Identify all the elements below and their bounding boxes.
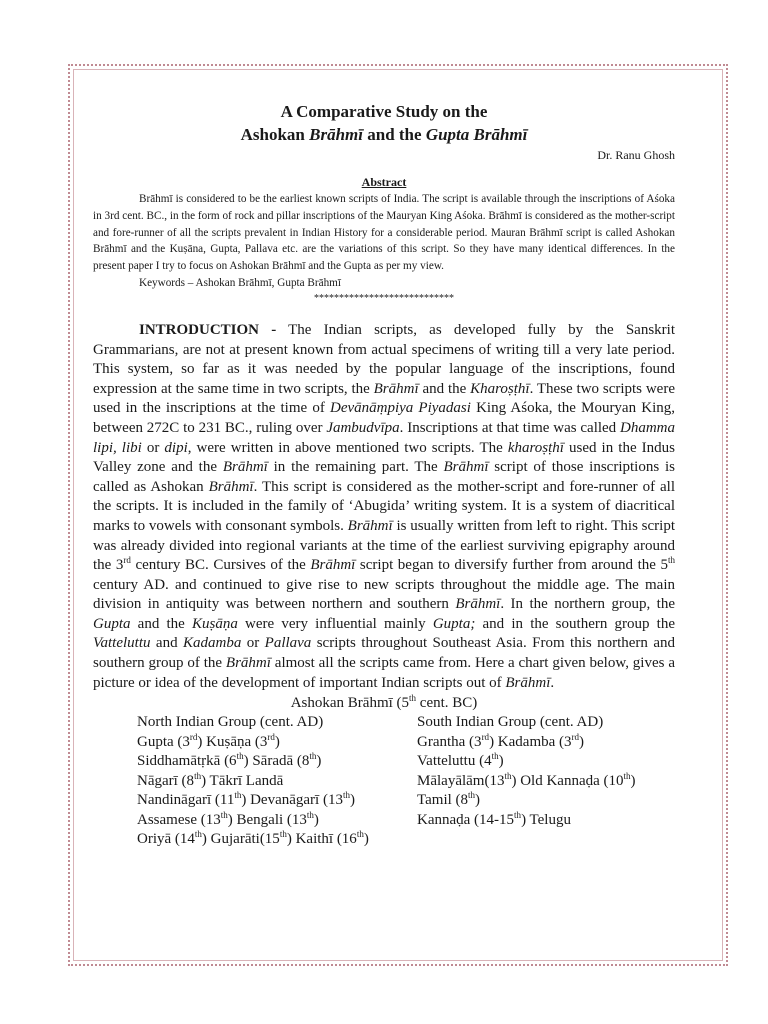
intro-text: The Indian scripts, as developed fully by the Sanskrit Grammarians, are not at present known from actual specimens of writing till a very late period. This system, so far as it was needed by the popular language of the inscriptions, found expression at the same time in two scripts, the	[93, 321, 675, 397]
intro-text: almost all the scripts came from. Here a chart given below, gives a picture or idea of the development of important Indian scripts out of	[93, 655, 675, 691]
title-part-italic: Gupta Brāhmī	[425, 125, 528, 144]
script-groups-table	[137, 713, 636, 850]
term: Gupta;	[432, 615, 476, 632]
table-row	[137, 752, 636, 772]
intro-text: in the remaining part. The	[267, 459, 444, 476]
introduction-paragraph	[93, 321, 675, 693]
north-group-cell: Nandināgarī (11th) Devanāgarī (13th)	[137, 790, 355, 809]
term: Brāhmī	[347, 517, 393, 534]
term: Kharoṣṭhī	[470, 380, 530, 397]
author: Dr. Ranu Ghosh	[597, 148, 675, 162]
intro-heading: INTRODUCTION -	[139, 321, 277, 338]
north-group-cell: Gupta (3rd) Kuṣāṇa (3rd)	[137, 731, 280, 750]
term: Brāhmī	[208, 478, 254, 495]
chart-heading-text: cent. BC)	[416, 695, 478, 712]
south-group-cell	[417, 830, 636, 850]
intro-text: or	[141, 439, 165, 456]
intro-text: and	[150, 635, 183, 652]
term: Devānāṃpiya Piyadasi	[329, 400, 471, 417]
south-group-cell: South Indian Group (cent. AD)	[417, 714, 604, 731]
south-group-cell: Tamil (8th)	[417, 790, 481, 809]
chart-heading-text: Ashokan Brāhmī (5	[290, 695, 410, 712]
superscript: th	[668, 555, 676, 566]
intro-text: . In the northern group, the	[500, 596, 675, 613]
north-group-cell: Siddhamātṛkā (6th) Sāradā (8th)	[137, 751, 322, 770]
term: Brāhmī	[373, 380, 419, 397]
intro-text: scripts throughout Southeast Asia. From this northern and southern group of the	[93, 635, 675, 672]
south-group-cell: Kannaḍa (14-15th) Telugu	[417, 809, 571, 828]
intro-text: . These two scripts were used in the inscriptions at the time of	[93, 380, 675, 417]
north-group-cell: Assamese (13th) Bengali (13th)	[137, 809, 319, 828]
intro-text: , were written in above mentioned two scripts. The	[187, 439, 508, 456]
intro-text: or	[241, 635, 265, 652]
term: Brāhmī	[310, 557, 356, 574]
intro-text: .	[550, 674, 555, 691]
term: Dhamma lipi, libi	[93, 419, 675, 456]
table-row	[137, 811, 636, 831]
term: kharoṣṭhī	[507, 439, 564, 456]
term: Pallava	[264, 635, 312, 652]
north-group-cell: Oriyā (14th) Gujarāti(15th) Kaithī (16th)	[137, 829, 369, 848]
document-body	[93, 100, 675, 850]
superscript: rd	[123, 555, 131, 566]
title-line-2	[93, 123, 675, 146]
term: Brāhmī	[222, 459, 268, 476]
keywords: Keywords – Ashokan Brāhmī, Gupta Brāhmī	[139, 276, 341, 289]
intro-text: and in the southern group the	[475, 615, 676, 632]
abstract-text: Brāhmī is considered to be the earliest known scripts of India. The script is available through the inscriptions of Aśoka in 3rd cent. BC., in the form of rock and pillar inscriptions of the Mauryan King Aśoka. Brāhmī is considered as the mother-script and fore-runner of all the scripts prevalent in Indian History for a considerable period. Mauran Brāhmī script is called Ashokan Brāhmī and the Kuṣāna, Gupta, Pallava etc. are the variations of this script. So they have many identical differences. In the present paper I try to focus on Ashokan Brāhmī and the Gupta as per my view.	[93, 193, 675, 273]
north-group-cell: North Indian Group (cent. AD)	[137, 714, 324, 731]
term: Brāhmī	[455, 596, 501, 613]
term: Brāhmī	[505, 674, 551, 691]
intro-text: . This script is considered as the mother-script and fore-runner of all the scripts. It is included in the family of ‘Abugida’ writing system. It is a system of diacritical marks to vowels with consonant symbols.	[93, 478, 675, 534]
table-row	[137, 713, 636, 733]
term: Gupta	[93, 615, 131, 632]
title-part-italic: Brāhmī	[309, 125, 363, 144]
title-line-1: A Comparative Study on the	[280, 102, 488, 121]
term: Kadamba	[182, 635, 242, 652]
intro-text: is usually written from left to right. This script was already divided into regional variants at the time of the earliest surviving epigraphy around the 3	[93, 517, 675, 574]
intro-text: were very influential mainly	[237, 615, 433, 632]
intro-text: and the	[130, 615, 193, 632]
intro-text: and the	[418, 380, 471, 397]
term: Brāhmī	[225, 655, 271, 672]
title-part: Ashokan	[240, 125, 310, 144]
intro-text: used in the Indus Valley zone and the	[93, 439, 675, 476]
table-row	[137, 733, 636, 753]
intro-text: century BC. Cursives of the	[130, 557, 311, 574]
table-row	[137, 791, 636, 811]
separator-stars: ****************************	[314, 292, 454, 304]
table-row	[137, 772, 636, 792]
term: Brāhmī	[443, 459, 489, 476]
intro-text: script began to diversify further from around the 5	[355, 557, 668, 574]
superscript: th	[409, 693, 417, 704]
south-group-cell: Mālayālām(13th) Old Kannaḍa (10th)	[417, 770, 636, 789]
term: dipi	[164, 439, 188, 456]
intro-text: script of those inscriptions is called as Ashokan	[93, 459, 675, 495]
intro-text: century AD. and continued to give rise to new scripts throughout the middle age. The main division in antiquity was between northern and southern	[93, 576, 675, 613]
north-group-cell: Nāgarī (8th) Tākrī Landā	[137, 770, 284, 789]
term: Jambudvīpa	[326, 419, 400, 436]
term: Kuṣāṇa	[192, 615, 238, 632]
abstract-heading: Abstract	[361, 175, 407, 189]
south-group-cell: Grantha (3rd) Kadamba (3rd)	[417, 731, 585, 750]
term: Vatteluttu	[93, 635, 151, 652]
chart-heading	[93, 693, 675, 713]
intro-text: . Inscriptions at that time was called	[399, 419, 620, 436]
intro-text: King Aśoka, the Mouryan King, between 272C to 231 BC., ruling over	[93, 400, 675, 436]
south-group-cell: Vatteluttu (4th)	[417, 751, 504, 770]
table-row	[137, 830, 636, 850]
title-part: and the	[362, 125, 426, 144]
paper-title	[93, 100, 675, 146]
